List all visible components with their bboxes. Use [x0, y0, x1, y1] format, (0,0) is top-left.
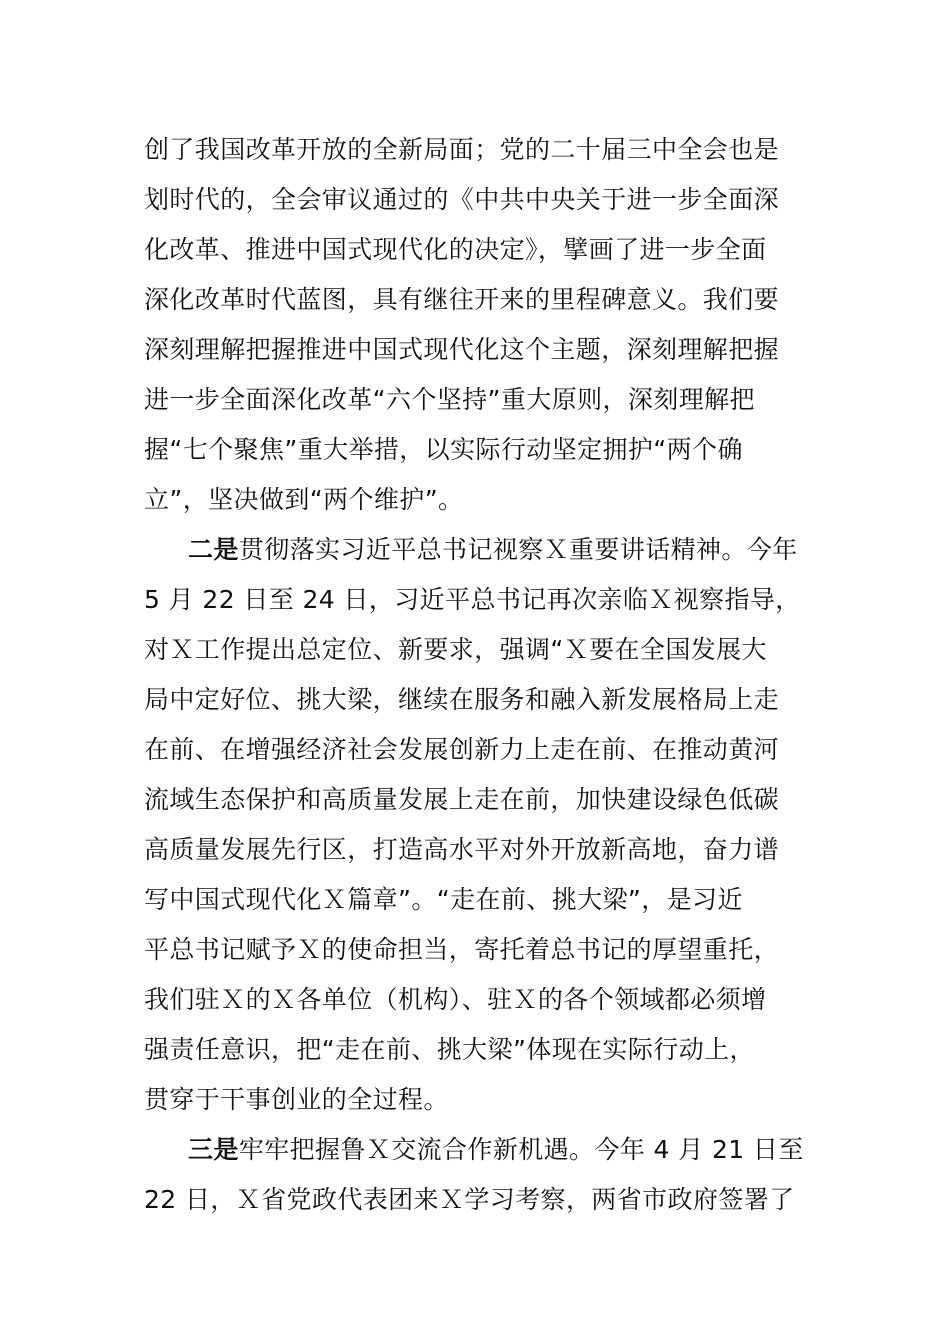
text-line: 进一步全面深化改革“六个坚持”重大原则，深刻理解把 [144, 385, 755, 414]
text-line: 贯穿于干事创业的全过程。 [144, 1085, 449, 1114]
text-line: 流域生态保护和高质量发展上走在前，加快建设绿色低碳 [144, 785, 780, 814]
paragraph-3-first-line [144, 1125, 804, 1175]
text-line: 深化改革时代蓝图，具有继往开来的里程碑意义。我们要 [144, 285, 780, 314]
text-line: 平总书记赋予Ｘ的使命担当，寄托着总书记的厚望重托， [144, 935, 780, 964]
text-line: 我们驻Ｘ的Ｘ各单位（机构）、驻Ｘ的各个领域都必须增 [144, 985, 767, 1014]
text-line: 5 月 22 日至 24 日，习近平总书记再次亲临Ｘ视察指导， [144, 585, 801, 614]
paragraph-3-first-text: 牢牢把握鲁Ｘ交流合作新机遇。今年 4 月 21 日至 [238, 1135, 804, 1164]
text-line: 划时代的，全会审议通过的《中共中央关于进一步全面深 [144, 185, 780, 214]
text-line: 强责任意识，把“走在前、挑大梁”体现在实际行动上， [144, 1035, 755, 1064]
text-line: 握“七个聚焦”重大举措，以实际行动坚定拥护“两个确 [144, 435, 743, 464]
text-line: 化改革、推进中国式现代化的决定》，擘画了进一步全面 [144, 235, 767, 264]
paragraph-3-lead: 三是 [188, 1135, 239, 1164]
text-line: 局中定好位、挑大梁，继续在服务和融入新发展格局上走 [144, 685, 780, 714]
text-line: 深刻理解把握推进中国式现代化这个主题，深刻理解把握 [144, 335, 780, 364]
paragraph-2-first-line [144, 525, 804, 575]
paragraph-2-lead: 二是 [188, 535, 239, 564]
text-line: 立”，坚决做到“两个维护”。 [144, 485, 464, 514]
body-text [144, 125, 804, 1225]
text-line: 高质量发展先行区，打造高水平对外开放新高地，奋力谱 [144, 835, 780, 864]
text-line: 写中国式现代化Ｘ篇章”。“走在前、挑大梁”，是习近 [144, 885, 743, 914]
text-line: 创了我国改革开放的全新局面；党的二十届三中全会也是 [144, 135, 780, 164]
paragraph-2-first-text: 贯彻落实习近平总书记视察Ｘ重要讲话精神。今年 [238, 535, 798, 564]
text-line: 22 日，Ｘ省党政代表团来Ｘ学习考察，两省市政府签署了 [144, 1185, 795, 1214]
text-line: 在前、在增强经济社会发展创新力上走在前、在推动黄河 [144, 735, 780, 764]
text-line: 对Ｘ工作提出总定位、新要求，强调“Ｘ要在全国发展大 [144, 635, 767, 664]
